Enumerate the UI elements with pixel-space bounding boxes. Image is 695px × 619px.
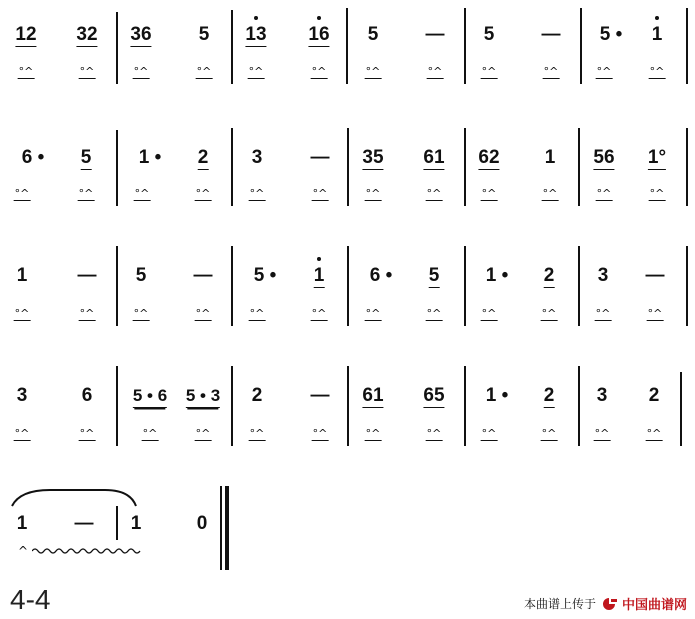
fingering-mark: °^ [596, 187, 612, 200]
site-credit [524, 594, 687, 613]
note: 1° [647, 147, 667, 168]
barline [116, 506, 118, 540]
note: 61 [362, 385, 384, 406]
score-system-5 [0, 480, 695, 570]
fingering-mark: °^ [481, 187, 497, 200]
note: 5 • [253, 265, 277, 286]
note: 1 • [485, 265, 509, 286]
barline [464, 128, 466, 206]
note: 3 [16, 385, 28, 406]
note: — [541, 24, 561, 45]
brand-name[interactable]: 中国曲谱网 [621, 598, 687, 613]
note: 5 • [599, 24, 623, 45]
note: — [193, 265, 213, 286]
fingering-mark: °^ [649, 187, 665, 200]
note: 3 [597, 265, 609, 286]
fingering-mark: °^ [481, 307, 497, 320]
barline [347, 128, 349, 206]
fingering-mark: °^ [311, 65, 327, 78]
score-system-2 [0, 110, 695, 220]
upload-text: 本曲谱上传于 [523, 597, 596, 611]
note: 6 • [369, 265, 393, 286]
note: 5 [483, 24, 495, 45]
fingering-mark: °^ [595, 307, 611, 320]
fingering-mark: °^ [426, 187, 442, 200]
octave-dot [317, 16, 321, 20]
note: 35 [362, 147, 384, 168]
site-logo-icon [600, 597, 618, 611]
note: 1 [313, 265, 325, 286]
fingering-mark: °^ [142, 427, 158, 440]
fingering-mark: °^ [594, 427, 610, 440]
note: 6 [81, 385, 93, 406]
note: 0 [196, 513, 208, 534]
note: 1 [16, 265, 28, 286]
fingering-mark: °^ [249, 427, 265, 440]
fingering-mark: °^ [18, 65, 34, 78]
barline [116, 12, 118, 84]
note: 13 [245, 24, 267, 45]
barline [686, 8, 688, 84]
octave-dot [254, 16, 258, 20]
barline [346, 8, 348, 84]
note: 56 [593, 147, 615, 168]
note: 3 [251, 147, 263, 168]
note: 5 • 3 [186, 386, 220, 408]
note: 2 [543, 265, 555, 286]
note: 5 [367, 24, 379, 45]
note: 2 [543, 385, 555, 406]
fingering-mark: °^ [134, 187, 150, 200]
note: — [74, 513, 94, 534]
fingering-mark: °^ [248, 65, 264, 78]
note: 5 [198, 24, 210, 45]
fingering-mark: °^ [195, 307, 211, 320]
fingering-mark: °^ [426, 307, 442, 320]
note: 2 [648, 385, 660, 406]
barline [464, 246, 466, 326]
note: — [425, 24, 445, 45]
fingering-mark: °^ [133, 307, 149, 320]
fingering-mark: °^ [541, 427, 557, 440]
fingering-mark: °^ [79, 427, 95, 440]
fingering-mark: °^ [365, 65, 381, 78]
barline [680, 372, 682, 446]
score-system-3 [0, 230, 695, 340]
note: — [310, 147, 330, 168]
barline [116, 246, 118, 326]
note: 1 [16, 513, 28, 534]
fingering-mark: °^ [249, 187, 265, 200]
note: 1 • [485, 385, 509, 406]
barline [231, 246, 233, 326]
fingering-mark: °^ [195, 427, 211, 440]
fingering-mark: °^ [541, 307, 557, 320]
fingering-mark: °^ [14, 307, 30, 320]
fingering-mark: °^ [596, 65, 612, 78]
fingering-mark: °^ [646, 427, 662, 440]
fingering-mark: °^ [542, 187, 558, 200]
note: 5 [135, 265, 147, 286]
fingering-mark: °^ [647, 307, 663, 320]
barline [116, 366, 118, 446]
note: 32 [76, 24, 98, 45]
note: 36 [130, 24, 152, 45]
final-barline-thin [220, 486, 222, 570]
fingering-mark: °^ [543, 65, 559, 78]
fingering-mark: °^ [133, 65, 149, 78]
fingering-mark: °^ [481, 427, 497, 440]
note: 62 [478, 147, 500, 168]
barline [116, 130, 118, 206]
tie-arc [10, 486, 140, 510]
final-barline-thick [225, 486, 229, 570]
fingering-mark: °^ [365, 187, 381, 200]
page-label: 4-4 [10, 584, 51, 615]
fingering-mark: °^ [427, 65, 443, 78]
note: 2 [197, 147, 209, 168]
note: 61 [423, 147, 445, 168]
fingering-mark: °^ [195, 187, 211, 200]
fingering-mark: °^ [196, 65, 212, 78]
note: 65 [423, 385, 445, 406]
fingering-mark: °^ [365, 307, 381, 320]
note: 2 [251, 385, 263, 406]
note: — [645, 265, 665, 286]
octave-dot [655, 16, 659, 20]
note: 5 [428, 265, 440, 286]
barline [578, 128, 580, 206]
fingering-mark: °^ [79, 65, 95, 78]
fingering-mark: °^ [312, 427, 328, 440]
barline [231, 10, 233, 84]
fingering-mark: °^ [365, 427, 381, 440]
fingering-mark: °^ [249, 307, 265, 320]
accent-mark: ^ [18, 544, 29, 558]
barline [686, 246, 688, 326]
octave-dot [317, 257, 321, 261]
fingering-mark: °^ [312, 187, 328, 200]
fingering-mark: °^ [14, 427, 30, 440]
barline [464, 8, 466, 84]
barline [347, 246, 349, 326]
note: — [77, 265, 97, 286]
barline [580, 8, 582, 84]
barline [686, 128, 688, 206]
fingering-mark: °^ [481, 65, 497, 78]
fingering-mark: °^ [79, 307, 95, 320]
note: 1 [544, 147, 556, 168]
barline [231, 366, 233, 446]
barline [231, 128, 233, 206]
score-system-1 [0, 0, 695, 110]
barline [578, 366, 580, 446]
note: — [310, 385, 330, 406]
note: 6 • [21, 147, 45, 168]
note: 12 [15, 24, 37, 45]
note: 5 [80, 147, 92, 168]
note: 5 • 6 [133, 386, 167, 408]
barline [578, 246, 580, 326]
fingering-mark: °^ [426, 427, 442, 440]
note: 16 [308, 24, 330, 45]
note: 1 [651, 24, 663, 45]
note: 1 • [138, 147, 162, 168]
fingering-mark: °^ [78, 187, 94, 200]
fingering-mark: °^ [649, 65, 665, 78]
score-system-4 [0, 350, 695, 460]
fingering-mark: °^ [311, 307, 327, 320]
trill-wavy-line [32, 546, 142, 556]
barline [347, 366, 349, 446]
note: 3 [596, 385, 608, 406]
barline [464, 366, 466, 446]
note: 1 [130, 513, 142, 534]
fingering-mark: °^ [14, 187, 30, 200]
